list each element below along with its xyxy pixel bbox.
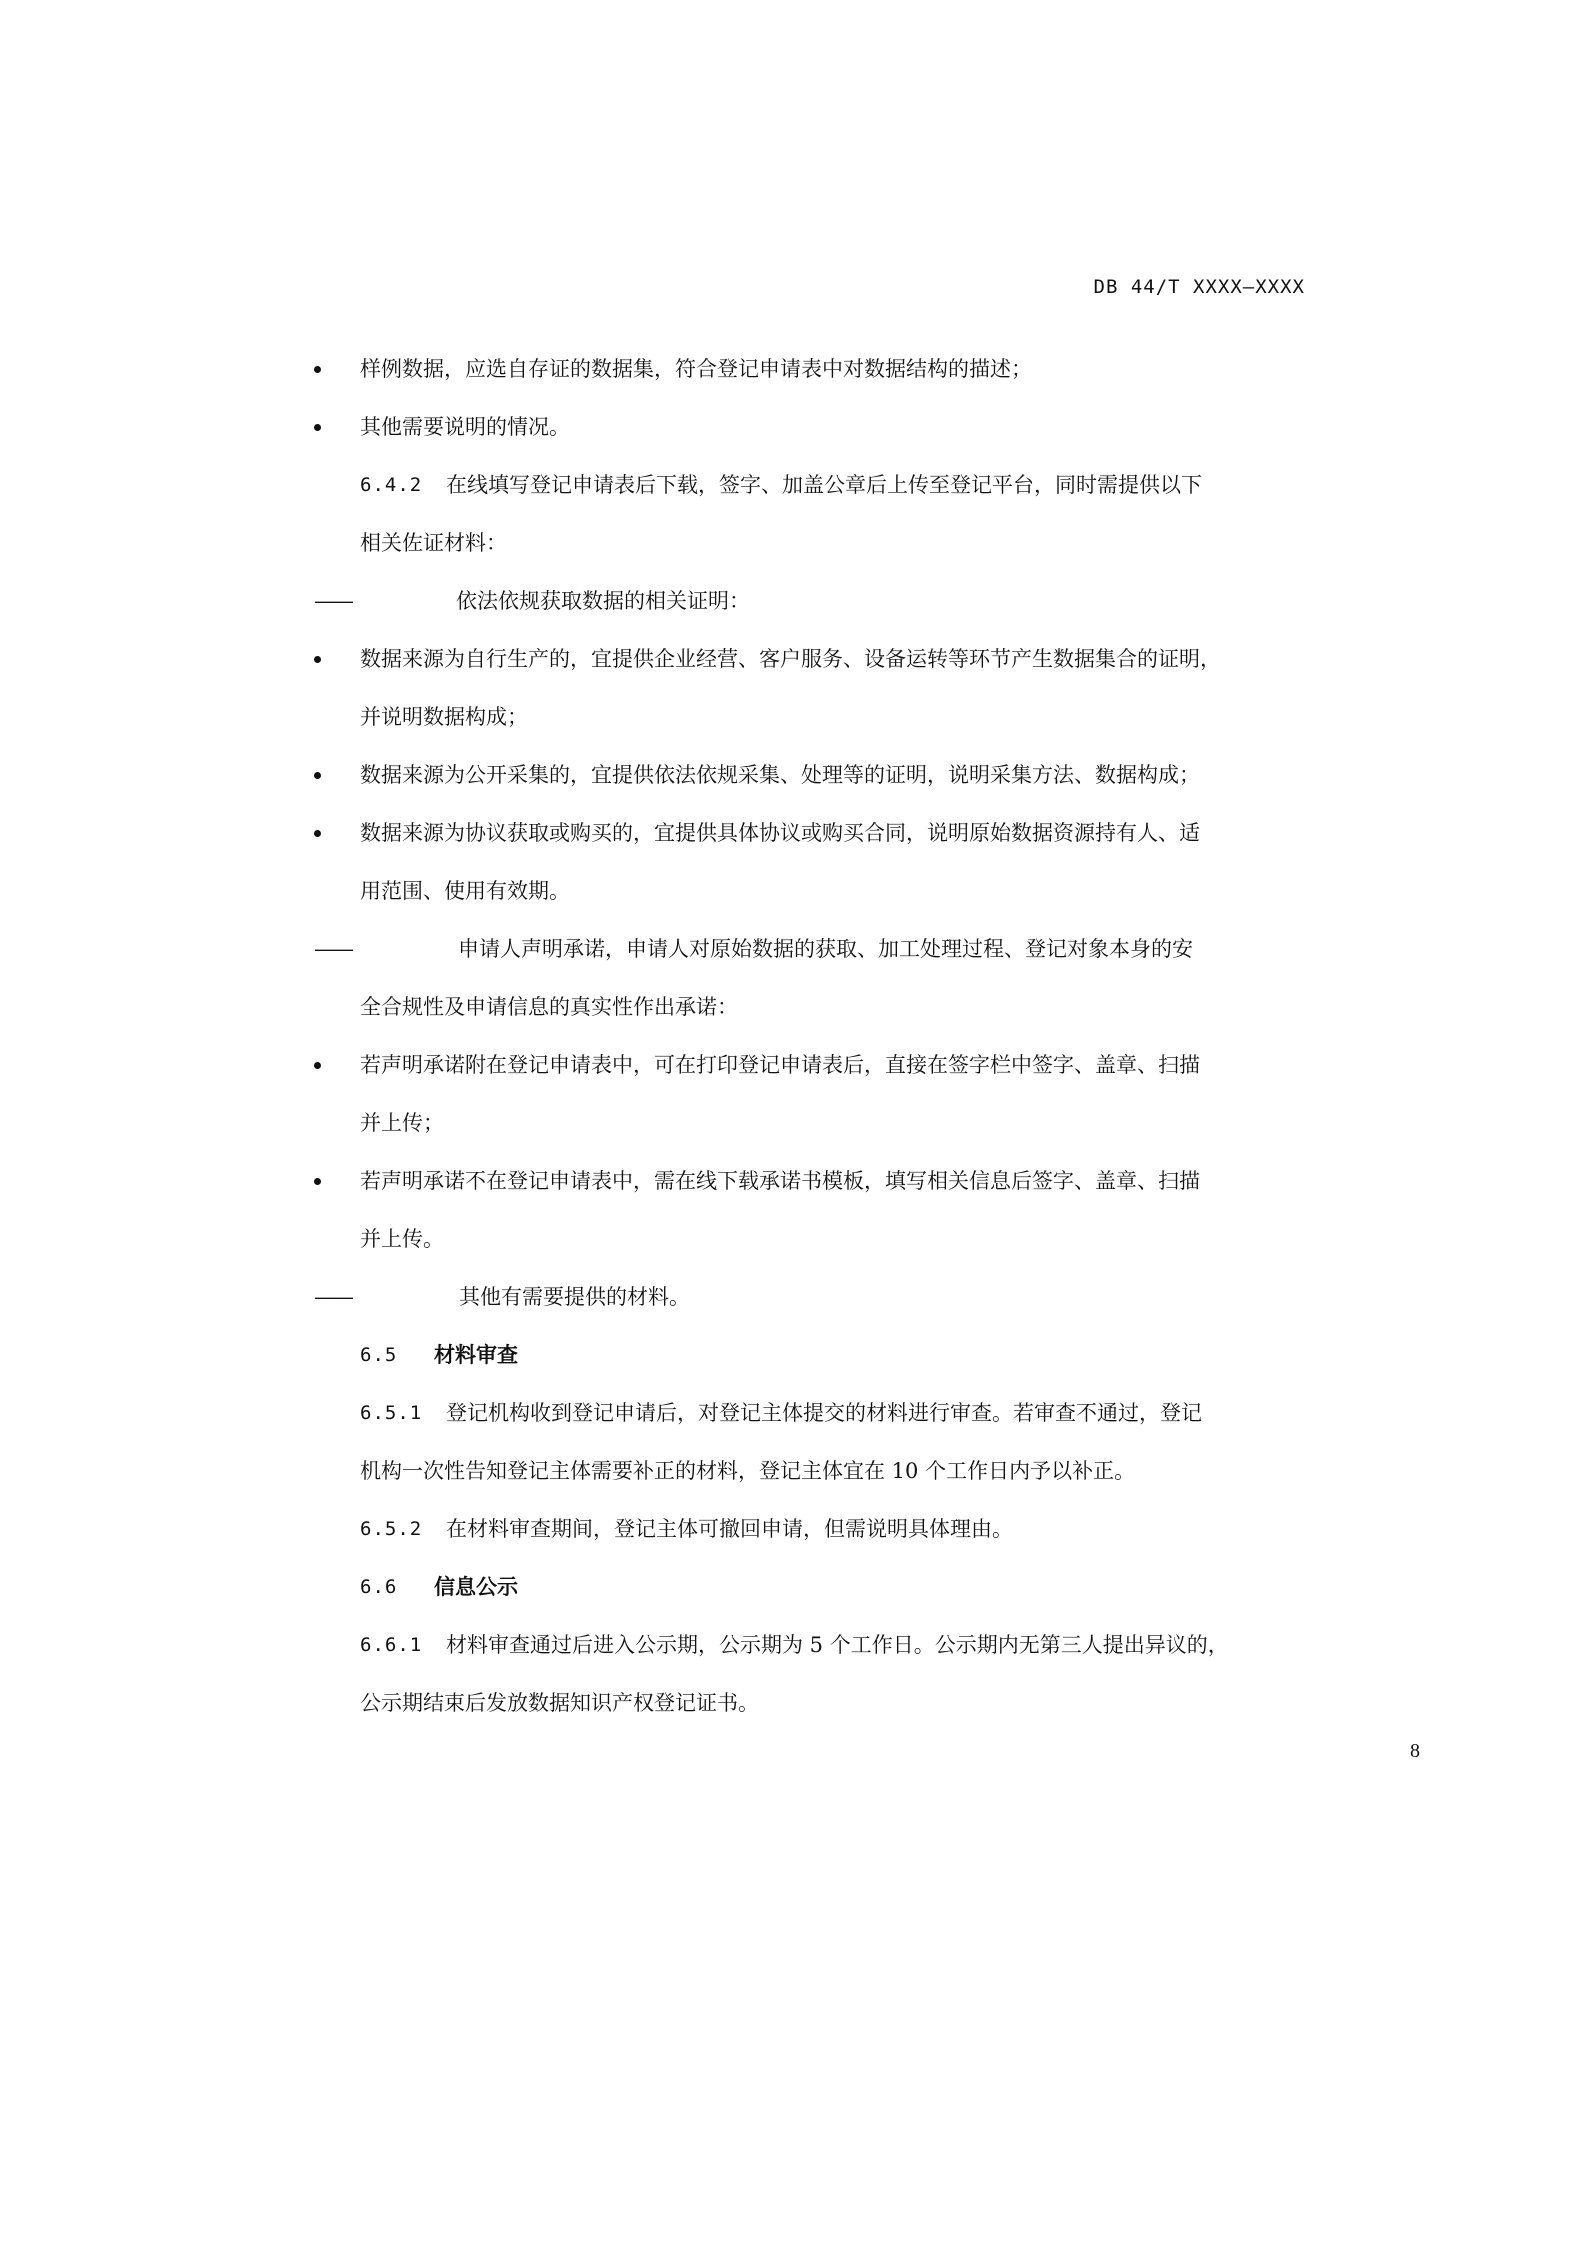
section-number: 6.5 (360, 1344, 398, 1366)
bullet-continuation (314, 688, 1300, 746)
clause-number: 6.4.2 (360, 474, 423, 496)
dash-item-text: 申请人声明承诺，申请人对原始数据的获取、加工处理过程、登记对象本身的安 (458, 937, 1193, 961)
dash-item (314, 1268, 1300, 1326)
bullet-icon (314, 656, 321, 663)
bullet-continuation (314, 862, 1300, 920)
bullet-item (314, 804, 1300, 862)
clause-text: 在材料审查期间，登记主体可撤回申请，但需说明具体理由。 (446, 1517, 1013, 1541)
section-number: 6.6 (360, 1576, 398, 1598)
section-heading-6-5 (314, 1326, 1300, 1384)
dash-item (314, 920, 1300, 978)
section-title: 材料审查 (434, 1343, 518, 1367)
clause-continuation (314, 1674, 1300, 1732)
page-number: 8 (1410, 1740, 1420, 1762)
bullet-text: 其他需要说明的情况。 (360, 415, 570, 439)
bullet-text: 并上传。 (360, 1227, 444, 1251)
bullet-continuation (314, 1094, 1300, 1152)
dash-item-text: 其他有需要提供的材料。 (459, 1285, 690, 1309)
document-body (314, 340, 1300, 1732)
clause-text: 公示期结束后发放数据知识产权登记证书。 (360, 1691, 759, 1715)
bullet-text: 用范围、使用有效期。 (360, 879, 570, 903)
bullet-item (314, 340, 1300, 398)
clause-text: 机构一次性告知登记主体需要补正的材料，登记主体宜在 10 个工作日内予以补正。 (360, 1459, 1136, 1483)
bullet-text: 数据来源为自行生产的，宜提供企业经营、客户服务、设备运转等环节产生数据集合的证明， (360, 647, 1221, 671)
clause-continuation (314, 1442, 1300, 1500)
bullet-icon (314, 772, 321, 779)
bullet-continuation (314, 1210, 1300, 1268)
section-heading-6-6 (314, 1558, 1300, 1616)
bullet-text: 数据来源为公开采集的，宜提供依法依规采集、处理等的证明，说明采集方法、数据构成； (360, 763, 1200, 787)
bullet-item (314, 630, 1300, 688)
clause-number: 6.5.2 (360, 1518, 423, 1540)
bullet-text: 并说明数据构成； (360, 705, 528, 729)
clause-6-4-2 (314, 456, 1300, 514)
dash-item-text: 依法依规获取数据的相关证明： (456, 589, 750, 613)
bullet-text: 若声明承诺不在登记申请表中，需在线下载承诺书模板，填写相关信息后签字、盖章、扫描 (360, 1169, 1200, 1193)
bullet-icon (314, 1062, 321, 1069)
bullet-item (314, 1036, 1300, 1094)
bullet-item (314, 398, 1300, 456)
section-title: 信息公示 (434, 1575, 518, 1599)
clause-text: 登记机构收到登记申请后，对登记主体提交的材料进行审查。若审查不通过，登记 (446, 1401, 1202, 1425)
bullet-text: 并上传； (360, 1111, 444, 1135)
bullet-text: 样例数据，应选自存证的数据集，符合登记申请表中对数据结构的描述； (360, 357, 1032, 381)
clause-text: 材料审查通过后进入公示期，公示期为 5 个工作日。公示期内无第三人提出异议的， (446, 1633, 1229, 1657)
dash-item (314, 572, 1300, 630)
bullet-item (314, 1152, 1300, 1210)
dash-marker: —— (314, 937, 352, 961)
clause-6-6-1 (314, 1616, 1300, 1674)
document-code-header: DB 44/T XXXX—XXXX (1093, 276, 1305, 298)
dash-marker: —— (314, 589, 352, 613)
bullet-icon (314, 424, 321, 431)
clause-number: 6.5.1 (360, 1402, 423, 1424)
clause-6-5-2 (314, 1500, 1300, 1558)
dash-item-text: 全合规性及申请信息的真实性作出承诺： (360, 995, 738, 1019)
bullet-text: 若声明承诺附在登记申请表中，可在打印登记申请表后，直接在签字栏中签字、盖章、扫描 (360, 1053, 1200, 1077)
bullet-item (314, 746, 1300, 804)
clause-continuation (314, 514, 1300, 572)
bullet-icon (314, 1178, 321, 1185)
clause-text: 在线填写登记申请表后下载，签字、加盖公章后上传至登记平台，同时需提供以下 (446, 473, 1202, 497)
bullet-text: 数据来源为协议获取或购买的，宜提供具体协议或购买合同，说明原始数据资源持有人、适 (360, 821, 1200, 845)
dash-marker: —— (314, 1285, 352, 1309)
bullet-icon (314, 366, 321, 373)
dash-continuation (314, 978, 1300, 1036)
bullet-icon (314, 830, 321, 837)
clause-number: 6.6.1 (360, 1634, 423, 1656)
clause-text: 相关佐证材料： (360, 531, 507, 555)
clause-6-5-1 (314, 1384, 1300, 1442)
